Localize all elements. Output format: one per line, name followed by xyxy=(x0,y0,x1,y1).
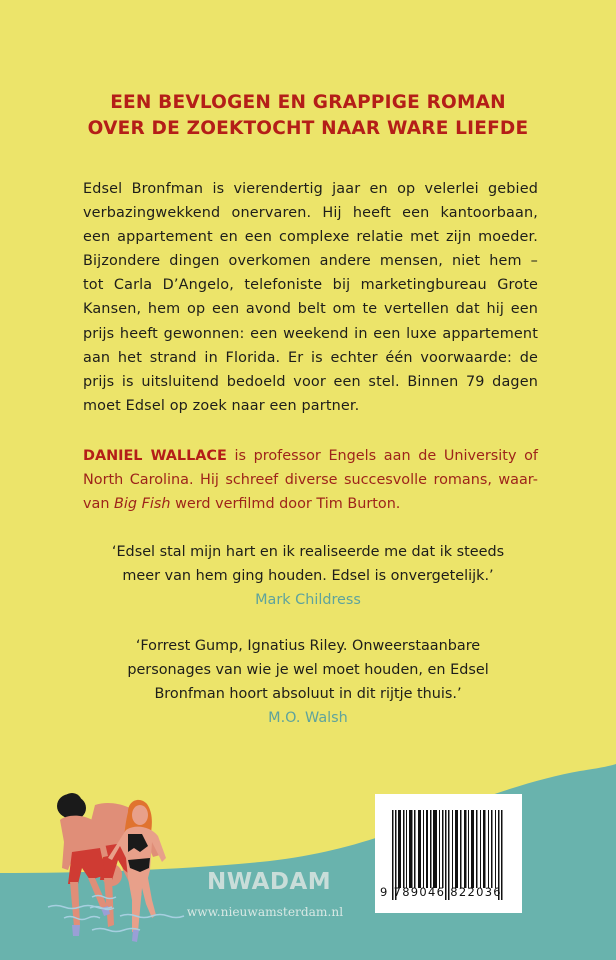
synopsis-line: prijs is uitsluitend bedoeld voor een stel. Binnen 79 dagen xyxy=(83,373,538,390)
synopsis-line: Bijzondere dingen overkomen andere mensen, niet hem – xyxy=(83,253,538,270)
synopsis-line: Edsel Bronfman is vierendertig jaar en op velerlei gebied xyxy=(83,181,538,197)
headline-line-2: OVER DE ZOEKTOCHT NAAR WARE LIEFDE xyxy=(87,118,529,139)
quote-line: Bronfman hoort absoluut in dit rijtje thuis.’ xyxy=(154,686,462,702)
book-title-big-fish: Big Fish xyxy=(114,496,171,512)
quote-line: ‘Edsel stal mijn hart en ik realiseerde me dat ik steeds xyxy=(111,544,505,560)
quote-source: M.O. Walsh xyxy=(268,710,348,726)
quote-line: personages van wie je wel moet houden, en Edsel xyxy=(127,662,489,678)
synopsis-line: moet Edsel op zoek naar een partner. xyxy=(83,397,360,414)
author-bio-line-1 xyxy=(83,444,538,468)
review-quote-2 xyxy=(60,634,556,730)
synopsis-line: prijs heeft gewonnen: een weekend in een luxe appartement xyxy=(83,325,538,342)
synopsis-line: een appartement en een complexe relatie met zijn moeder. xyxy=(83,229,538,246)
author-bio-text: van xyxy=(83,496,115,512)
author-bio-text: werd verfilmd door Tim Burton. xyxy=(170,496,401,512)
synopsis-line: tot Carla D’Angelo, telefoniste bij marketingbureau Grote xyxy=(83,277,538,294)
author-bio-line-2: North Carolina. Hij schreef diverse succesvolle romans, waar- xyxy=(83,472,538,488)
quote-line: meer van hem ging houden. Edsel is onvergetelijk.’ xyxy=(122,568,494,584)
quote-line: ‘Forrest Gump, Ignatius Riley. Onweerstaanbare xyxy=(135,638,481,654)
author-bio-text: is professor Engels aan de University of xyxy=(226,448,538,464)
publisher-website: www.nieuwamsterdam.nl xyxy=(186,905,344,919)
author-bio xyxy=(83,444,538,516)
synopsis-line: verbazingwekkend onervaren. Hij heeft een kantoorbaan, xyxy=(83,205,538,222)
isbn-number: 9 789046 822036 xyxy=(380,885,502,899)
author-name: DANIEL WALLACE xyxy=(83,448,227,464)
synopsis-line: aan het strand in Florida. Er is echter één voorwaarde: de xyxy=(83,349,538,366)
synopsis-line: Kansen, hem op een avond belt om te vertellen dat hij een xyxy=(83,301,538,318)
synopsis-paragraph xyxy=(83,177,538,418)
isbn-barcode xyxy=(375,794,522,913)
review-quote-1 xyxy=(60,540,556,612)
author-bio-line-3 xyxy=(83,492,538,516)
publisher-logo: NWADAM xyxy=(207,869,332,895)
headline-line-1: EEN BEVLOGEN EN GRAPPIGE ROMAN xyxy=(110,92,506,113)
cover-headline xyxy=(0,90,616,142)
quote-source: Mark Childress xyxy=(255,592,361,608)
